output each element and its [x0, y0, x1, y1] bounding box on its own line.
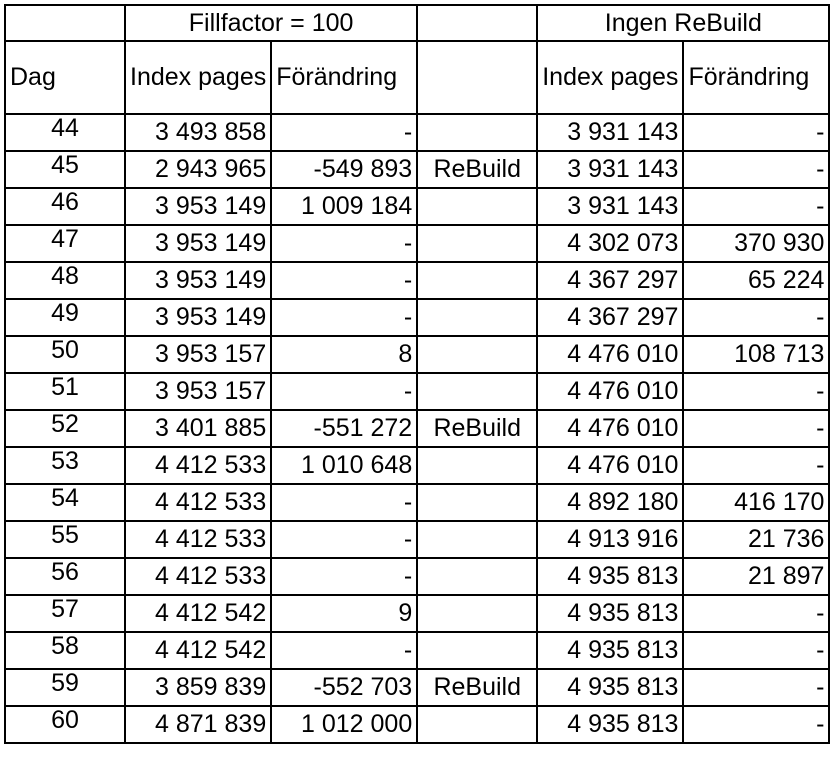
cell-ff-index-pages: 3 953 149	[125, 299, 271, 336]
table-row	[5, 558, 829, 595]
cell-note	[417, 225, 537, 262]
cell-dag: 55	[5, 521, 125, 558]
index-pages-table	[4, 4, 830, 744]
cell-dag: 44	[5, 114, 125, 151]
cell-note	[417, 373, 537, 410]
cell-ir-forandring: -	[683, 669, 829, 706]
cell-ir-index-pages: 3 931 143	[537, 114, 683, 151]
table-row	[5, 595, 829, 632]
cell-ff-forandring: -	[271, 262, 417, 299]
cell-ff-forandring: -	[271, 225, 417, 262]
cell-ff-index-pages: 4 412 542	[125, 595, 271, 632]
table-row	[5, 299, 829, 336]
cell-ir-forandring: 21 897	[683, 558, 829, 595]
column-header-note	[417, 41, 537, 114]
table-row	[5, 373, 829, 410]
table-row	[5, 410, 829, 447]
column-header-row	[5, 41, 829, 114]
cell-note	[417, 632, 537, 669]
cell-ir-index-pages: 4 892 180	[537, 484, 683, 521]
table-row	[5, 484, 829, 521]
cell-ff-forandring: -	[271, 299, 417, 336]
group-ingen-rebuild-label: Ingen ReBuild	[537, 5, 829, 41]
cell-ff-index-pages: 3 953 149	[125, 262, 271, 299]
cell-dag: 53	[5, 447, 125, 484]
table-row	[5, 706, 829, 743]
cell-ff-forandring: -	[271, 558, 417, 595]
cell-note	[417, 558, 537, 595]
cell-ff-index-pages: 4 412 533	[125, 447, 271, 484]
cell-ir-forandring: -	[683, 151, 829, 188]
cell-note	[417, 706, 537, 743]
cell-ir-forandring: -	[683, 188, 829, 225]
cell-ff-index-pages: 3 953 157	[125, 373, 271, 410]
cell-dag: 52	[5, 410, 125, 447]
table-row	[5, 151, 829, 188]
cell-dag: 47	[5, 225, 125, 262]
cell-ir-forandring: -	[683, 706, 829, 743]
cell-ir-index-pages: 3 931 143	[537, 188, 683, 225]
cell-note	[417, 595, 537, 632]
cell-ir-index-pages: 4 935 813	[537, 706, 683, 743]
cell-ir-forandring: -	[683, 447, 829, 484]
cell-ff-index-pages: 3 953 149	[125, 188, 271, 225]
cell-ir-index-pages: 4 476 010	[537, 336, 683, 373]
cell-ff-forandring: -551 272	[271, 410, 417, 447]
cell-ir-index-pages: 4 935 813	[537, 632, 683, 669]
cell-ff-forandring: 1 010 648	[271, 447, 417, 484]
cell-ff-index-pages: 2 943 965	[125, 151, 271, 188]
table-row	[5, 447, 829, 484]
cell-ff-forandring: -	[271, 114, 417, 151]
cell-note	[417, 262, 537, 299]
cell-ir-forandring: 108 713	[683, 336, 829, 373]
cell-ff-forandring: -	[271, 373, 417, 410]
cell-dag: 58	[5, 632, 125, 669]
table-row	[5, 225, 829, 262]
cell-ff-forandring: 1 009 184	[271, 188, 417, 225]
cell-note: ReBuild	[417, 151, 537, 188]
cell-note: ReBuild	[417, 410, 537, 447]
cell-ir-forandring: 416 170	[683, 484, 829, 521]
column-header-ir-index-pages: Index pages	[537, 41, 683, 114]
cell-dag: 57	[5, 595, 125, 632]
cell-dag: 51	[5, 373, 125, 410]
cell-ff-index-pages: 4 412 533	[125, 558, 271, 595]
cell-note	[417, 521, 537, 558]
cell-dag: 46	[5, 188, 125, 225]
cell-ff-forandring: -552 703	[271, 669, 417, 706]
table-row	[5, 114, 829, 151]
cell-ir-index-pages: 4 367 297	[537, 299, 683, 336]
cell-ff-index-pages: 4 871 839	[125, 706, 271, 743]
cell-ir-index-pages: 4 935 813	[537, 558, 683, 595]
cell-ff-index-pages: 4 412 533	[125, 484, 271, 521]
table-row	[5, 188, 829, 225]
empty-corner-cell	[5, 5, 125, 41]
cell-note	[417, 484, 537, 521]
cell-ir-index-pages: 4 913 916	[537, 521, 683, 558]
cell-ff-forandring: -	[271, 632, 417, 669]
cell-ff-forandring: -	[271, 521, 417, 558]
cell-note	[417, 299, 537, 336]
column-header-ir-forandring: Förändring	[683, 41, 829, 114]
cell-ir-forandring: 370 930	[683, 225, 829, 262]
cell-ir-index-pages: 4 476 010	[537, 410, 683, 447]
cell-ff-index-pages: 3 953 157	[125, 336, 271, 373]
cell-note	[417, 336, 537, 373]
cell-dag: 48	[5, 262, 125, 299]
cell-dag: 59	[5, 669, 125, 706]
cell-ff-forandring: 9	[271, 595, 417, 632]
column-header-ff-index-pages: Index pages	[125, 41, 271, 114]
cell-ff-index-pages: 3 859 839	[125, 669, 271, 706]
cell-note: ReBuild	[417, 669, 537, 706]
cell-ir-index-pages: 4 302 073	[537, 225, 683, 262]
cell-ir-index-pages: 4 935 813	[537, 595, 683, 632]
cell-ff-index-pages: 3 493 858	[125, 114, 271, 151]
cell-ff-forandring: -549 893	[271, 151, 417, 188]
cell-ir-forandring: -	[683, 632, 829, 669]
cell-ir-index-pages: 3 931 143	[537, 151, 683, 188]
cell-ff-index-pages: 4 412 533	[125, 521, 271, 558]
table-row	[5, 336, 829, 373]
cell-ir-forandring: -	[683, 595, 829, 632]
cell-ff-index-pages: 3 401 885	[125, 410, 271, 447]
cell-ir-index-pages: 4 476 010	[537, 447, 683, 484]
cell-dag: 54	[5, 484, 125, 521]
cell-ir-forandring: -	[683, 373, 829, 410]
cell-ir-forandring: -	[683, 410, 829, 447]
group-fillfactor-label: Fillfactor = 100	[125, 5, 417, 41]
table-row	[5, 262, 829, 299]
cell-dag: 56	[5, 558, 125, 595]
cell-ff-index-pages: 3 953 149	[125, 225, 271, 262]
cell-ir-index-pages: 4 935 813	[537, 669, 683, 706]
empty-group-cell	[417, 5, 537, 41]
cell-note	[417, 447, 537, 484]
cell-ff-forandring: 8	[271, 336, 417, 373]
cell-ff-forandring: 1 012 000	[271, 706, 417, 743]
cell-ir-forandring: -	[683, 114, 829, 151]
cell-dag: 60	[5, 706, 125, 743]
cell-dag: 50	[5, 336, 125, 373]
cell-ir-forandring: 65 224	[683, 262, 829, 299]
column-header-ff-forandring: Förändring	[271, 41, 417, 114]
cell-ir-forandring: 21 736	[683, 521, 829, 558]
table-row	[5, 632, 829, 669]
cell-ir-index-pages: 4 476 010	[537, 373, 683, 410]
group-header-row	[5, 5, 829, 41]
column-header-dag: Dag	[5, 41, 125, 114]
cell-ff-forandring: -	[271, 484, 417, 521]
table-row	[5, 521, 829, 558]
cell-dag: 49	[5, 299, 125, 336]
cell-ff-index-pages: 4 412 542	[125, 632, 271, 669]
cell-ir-index-pages: 4 367 297	[537, 262, 683, 299]
cell-ir-forandring: -	[683, 299, 829, 336]
table-row	[5, 669, 829, 706]
cell-note	[417, 188, 537, 225]
cell-dag: 45	[5, 151, 125, 188]
cell-note	[417, 114, 537, 151]
